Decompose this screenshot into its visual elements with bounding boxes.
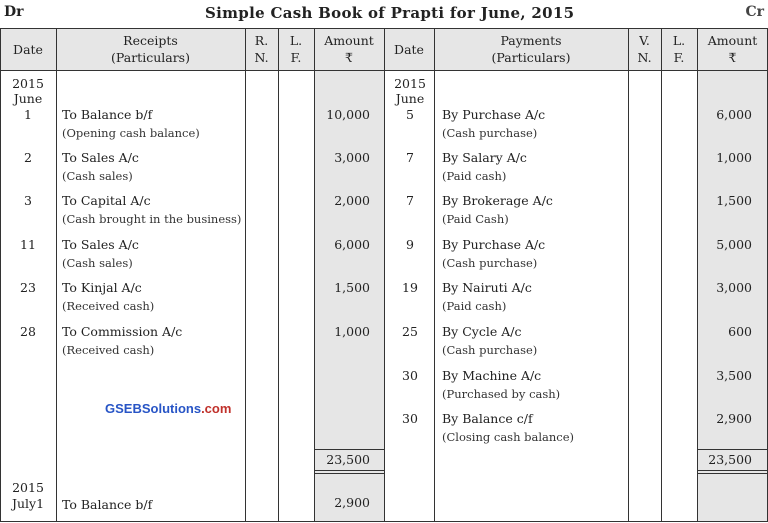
right-total: 23,500 [708,452,752,467]
payment-note: (Cash purchase) [442,343,538,357]
cash-book-table [0,28,768,522]
payment-particulars [442,192,553,228]
payment-date: 30 [402,411,418,426]
receipt-amount: 1,500 [334,280,370,295]
right-total-double-rule [697,473,768,474]
col-divider [661,28,662,522]
date-year: 2015 [12,480,44,495]
receipt-particulars [62,106,200,142]
payment-amount: 2,900 [716,411,752,426]
col-divider [278,28,279,522]
left-amount-header [314,32,384,66]
payment-particulars [442,323,537,359]
col-divider [314,28,315,522]
amount-label: Amount [324,33,374,48]
receipt-note: (Cash sales) [62,169,133,183]
payment-account: By Balance c/f [442,411,533,426]
payment-particulars [442,410,574,446]
payment-note: (Closing cash balance) [442,430,575,444]
payment-date [387,75,433,124]
date-month: June [13,91,43,106]
left-total-double-rule [314,473,384,474]
carry-forward-amount: 2,900 [334,495,370,510]
rupee-symbol: ₹ [728,50,737,65]
vn-label-2: N. [637,50,652,65]
receipt-particulars [62,323,182,359]
receipt-account: To Balance b/f [62,107,153,122]
payment-particulars [442,279,532,315]
payment-amount: 1,500 [716,193,752,208]
receipt-amount: 6,000 [334,237,370,252]
col-divider [56,28,57,522]
payment-amount: 6,000 [716,107,752,122]
rupee-symbol: ₹ [345,50,353,65]
vn-label-1: V. [639,33,650,48]
receipt-amount: 10,000 [326,107,370,122]
left-date-header: Date [13,42,43,57]
right-total-top-rule [697,449,768,450]
right-lf-header [661,32,697,66]
payment-date: 25 [402,324,418,339]
payment-amount: 3,000 [716,280,752,295]
right-amount-column-shade [697,28,768,522]
receipt-amount: 3,000 [334,150,370,165]
payment-account: By Salary A/c [442,150,527,165]
page-title: Simple Cash Book of Prapti for June, 2015 [205,4,575,22]
payment-particulars [442,149,527,185]
payment-date: 9 [406,237,414,252]
table-left-border [0,28,1,522]
date-day: 1 [24,107,32,122]
payment-note: (Purchased by cash) [442,387,561,401]
receipt-particulars [62,236,139,272]
receipt-particulars [62,192,241,228]
lf-label-2: F. [673,50,685,65]
receipt-amount: 1,000 [334,324,370,339]
date-day: 5 [406,107,414,122]
date-day: July1 [11,496,45,511]
payments-subtitle: (Particulars) [491,50,571,65]
payment-account: By Purchase A/c [442,237,546,252]
right-amount-header [697,32,768,66]
payment-particulars [442,367,560,403]
receipt-date: 28 [20,324,36,339]
payment-date: 7 [406,150,414,165]
receipt-account: To Sales A/c [62,150,139,165]
payment-account: By Brokerage A/c [442,193,553,208]
receipt-amount: 2,000 [334,193,370,208]
date-year: 2015 [394,76,426,91]
left-amount-column-shade [314,28,384,522]
lf-label-1: L. [672,33,686,48]
receipt-particulars [62,149,139,185]
watermark-part-2: Solutions [141,401,202,416]
payment-account: By Cycle A/c [442,324,522,339]
left-total-top-rule [314,449,384,450]
receipt-date: 23 [20,280,36,295]
payment-note: (Cash purchase) [442,126,538,140]
receipts-title: Receipts [123,33,178,48]
receipts-subtitle: (Particulars) [111,50,190,65]
payment-date: 19 [402,280,418,295]
payment-note: (Paid Cash) [442,212,509,226]
gseb-watermark [105,401,231,416]
col-divider [434,28,435,522]
receipt-account: To Kinjal A/c [62,280,142,295]
receipt-date: 2 [24,150,32,165]
receipt-account: To Sales A/c [62,237,139,252]
left-total-bottom-rule [314,470,384,471]
receipt-account: To Capital A/c [62,193,151,208]
title-row [0,4,768,26]
payment-account: By Machine A/c [442,368,542,383]
watermark-part-1: GSEB [105,401,142,416]
col-divider [245,28,246,522]
payment-particulars [442,236,545,272]
right-total-bottom-rule [697,470,768,471]
vn-header [628,32,661,66]
receipt-particulars [62,279,154,315]
receipt-date: 11 [20,237,36,252]
carry-forward-date [5,479,51,513]
debit-label: Dr [4,4,24,20]
payment-particulars [442,106,545,142]
watermark-part-3: .com [201,401,232,416]
receipt-date [5,75,51,124]
payment-account: By Nairuti A/c [442,280,532,295]
lf-label-2: F. [290,50,302,65]
receipt-account: To Commission A/c [62,324,183,339]
left-total: 23,500 [326,452,370,467]
payment-amount: 600 [728,324,752,339]
carry-forward-particulars: To Balance b/f [62,497,153,512]
right-date-header: Date [394,42,424,57]
col-divider [384,28,385,522]
left-lf-header [278,32,314,66]
receipt-note: (Cash brought in the business) [62,212,242,226]
payments-header [434,32,628,66]
payment-note: (Paid cash) [442,299,507,313]
payment-note: (Cash purchase) [442,256,538,270]
receipt-note: (Received cash) [62,343,155,357]
payments-title: Payments [500,33,562,48]
payment-date: 7 [406,193,414,208]
payment-amount: 1,000 [716,150,752,165]
receipt-note: (Cash sales) [62,256,133,270]
payment-amount: 3,500 [716,368,752,383]
col-divider [628,28,629,522]
date-year: 2015 [12,76,44,91]
col-divider [697,28,698,522]
credit-label: Cr [745,4,764,20]
receipt-note: (Opening cash balance) [62,126,200,140]
receipt-note: (Received cash) [62,299,155,313]
amount-label: Amount [707,33,758,48]
payment-amount: 5,000 [716,237,752,252]
rn-label-2: N. [254,50,269,65]
payment-date: 30 [402,368,418,383]
rn-header [245,32,278,66]
payment-account: By Purchase A/c [442,107,546,122]
receipts-header [56,32,245,66]
rn-label-1: R. [254,33,269,48]
date-month: June [395,91,425,106]
payment-note: (Paid cash) [442,169,507,183]
receipt-date: 3 [24,193,32,208]
lf-label-1: L. [289,33,303,48]
